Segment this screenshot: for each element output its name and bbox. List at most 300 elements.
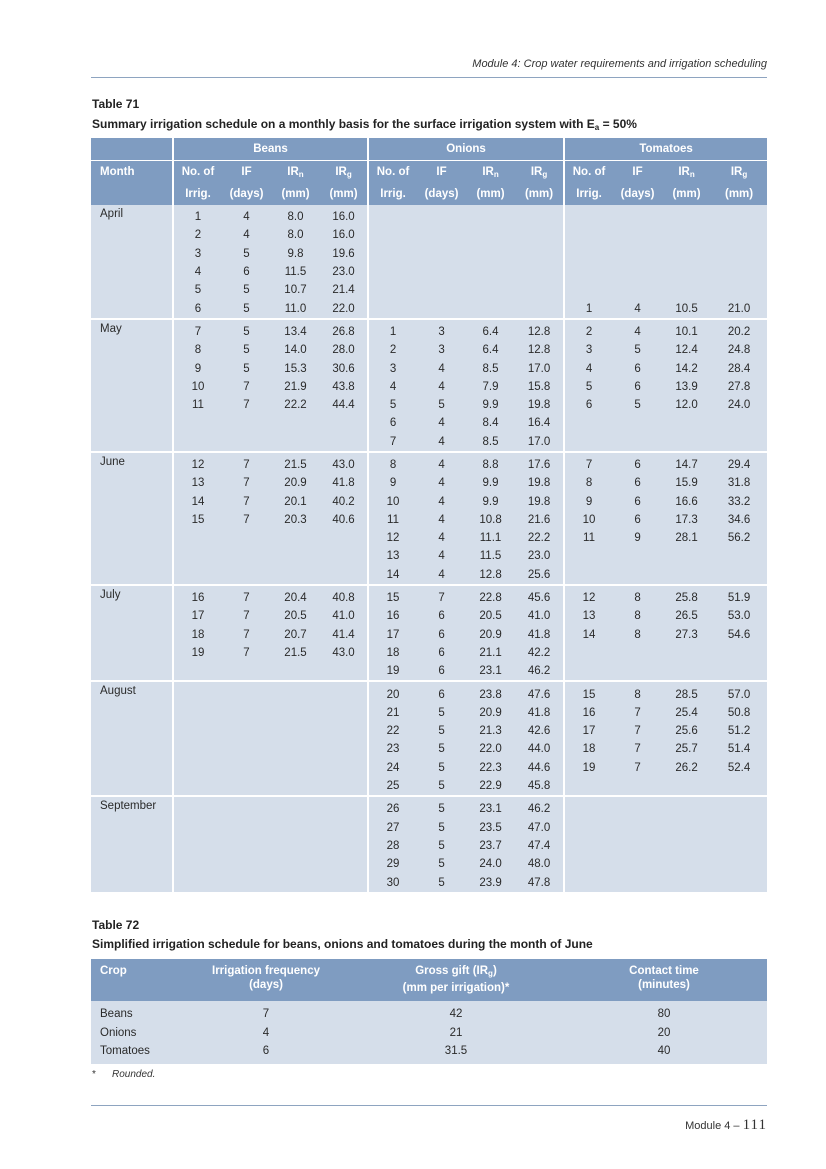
table-cell: 47.6 — [515, 681, 564, 703]
table-cell: 4 — [181, 1024, 351, 1043]
table71 — [91, 138, 767, 892]
table-cell: 22.8 — [466, 585, 515, 607]
table-cell: 8.0 — [271, 205, 320, 226]
table-cell: 6 — [181, 1042, 351, 1064]
table-cell: 7 — [222, 585, 271, 607]
table-cell — [711, 263, 767, 281]
table-cell — [613, 796, 662, 818]
table-cell — [271, 740, 320, 758]
table-cell: 20.5 — [466, 607, 515, 625]
table-cell: 19 — [564, 759, 613, 777]
footer-module-label: Module 4 – — [685, 1120, 740, 1132]
table-cell: 46.2 — [515, 796, 564, 818]
table-cell: 8 — [613, 585, 662, 607]
table-cell: 80 — [561, 1001, 767, 1024]
table-cell — [271, 722, 320, 740]
table-cell: 7 — [613, 704, 662, 722]
table-cell — [173, 414, 222, 432]
table-cell: 25.4 — [662, 704, 711, 722]
table-cell: 41.4 — [320, 626, 368, 644]
table-cell: 28.5 — [662, 681, 711, 703]
table-cell: 6.4 — [466, 341, 515, 359]
table71-caption: Summary irrigation schedule on a monthly basis for the surface irrigation system with $E_a = 50\%$ — [92, 117, 637, 132]
table-cell: 3 — [417, 319, 466, 341]
month-label: April — [91, 205, 173, 319]
table-cell — [564, 433, 613, 452]
table-cell: 5 — [222, 359, 271, 377]
table-cell: 14 — [173, 492, 222, 510]
table-cell: 8.0 — [271, 226, 320, 244]
table-cell — [320, 433, 368, 452]
table-cell: 19 — [368, 662, 417, 681]
table-row — [91, 281, 767, 299]
table-cell — [173, 873, 222, 891]
table-cell — [271, 662, 320, 681]
table-cell: 41.0 — [515, 607, 564, 625]
table-cell: 4 — [613, 319, 662, 341]
table-cell: 28.1 — [662, 529, 711, 547]
table-cell: 26.8 — [320, 319, 368, 341]
table-cell: 21.0 — [711, 299, 767, 318]
table-cell — [173, 759, 222, 777]
table-cell — [320, 704, 368, 722]
table-cell: 13 — [173, 474, 222, 492]
table-cell: 8 — [613, 626, 662, 644]
table-cell: 43.8 — [320, 378, 368, 396]
table-cell — [613, 281, 662, 299]
frequency-header: Irrigation frequency (days) — [181, 959, 351, 1001]
subheader-if_top: IF — [613, 161, 662, 184]
table-cell: 21.3 — [466, 722, 515, 740]
table-row — [91, 837, 767, 855]
table-cell: 8.8 — [466, 452, 515, 474]
table-cell: 25.8 — [662, 585, 711, 607]
table-cell: 20.5 — [271, 607, 320, 625]
table-cell: 4 — [222, 205, 271, 226]
table-cell: 34.6 — [711, 511, 767, 529]
table-cell — [662, 414, 711, 432]
month-header-cell — [91, 138, 173, 161]
table-cell: 6 — [417, 681, 466, 703]
table-cell: 31.5 — [351, 1042, 561, 1064]
table-cell — [662, 855, 711, 873]
gross-gift-header: Gross gift $(IR_g)$ (mm per irrigation)* — [351, 959, 561, 1001]
table-cell: 21.6 — [515, 511, 564, 529]
table-cell — [173, 819, 222, 837]
table-cell — [320, 837, 368, 855]
table-cell: 6 — [417, 644, 466, 662]
table-cell: 3 — [417, 341, 466, 359]
table-cell: 6 — [613, 511, 662, 529]
crop-header-tomatoes: Tomatoes — [564, 138, 767, 161]
table-cell: 33.2 — [711, 492, 767, 510]
table71-body — [91, 205, 767, 892]
table-cell: 5 — [222, 245, 271, 263]
table-cell: 6 — [173, 299, 222, 318]
table-cell: 17 — [173, 607, 222, 625]
table-cell: 29.4 — [711, 452, 767, 474]
table-cell: 9.9 — [466, 396, 515, 414]
table-cell — [613, 566, 662, 585]
table-cell: 43.0 — [320, 644, 368, 662]
table-row — [91, 759, 767, 777]
table-cell: 10 — [564, 511, 613, 529]
table-cell: 12 — [173, 452, 222, 474]
table-cell — [173, 722, 222, 740]
table-cell: 18 — [368, 644, 417, 662]
table-cell: 56.2 — [711, 529, 767, 547]
table-row — [91, 644, 767, 662]
table71-head — [91, 138, 767, 205]
table-cell — [711, 777, 767, 796]
table-cell — [320, 662, 368, 681]
table-cell — [222, 819, 271, 837]
table-cell: 22.9 — [466, 777, 515, 796]
table-row — [91, 414, 767, 432]
table-cell: 20 — [561, 1024, 767, 1043]
table-cell — [613, 263, 662, 281]
table-cell — [368, 299, 417, 318]
table-cell: 10 — [173, 378, 222, 396]
table-cell — [466, 281, 515, 299]
table-cell — [466, 263, 515, 281]
table-cell: 16.0 — [320, 205, 368, 226]
table-cell — [613, 873, 662, 891]
table-cell — [711, 433, 767, 452]
table-cell: 21.1 — [466, 644, 515, 662]
table-cell — [662, 205, 711, 226]
table-cell — [271, 796, 320, 818]
table-row — [91, 359, 767, 377]
contact-time-header: Contact time (minutes) — [561, 959, 767, 1001]
table-cell — [564, 263, 613, 281]
table-cell — [711, 566, 767, 585]
table-cell — [173, 662, 222, 681]
table-cell — [417, 281, 466, 299]
table-cell — [662, 777, 711, 796]
table-cell: 11.5 — [271, 263, 320, 281]
table-row — [91, 740, 767, 758]
table72-body — [91, 1001, 767, 1064]
table-cell: 21 — [368, 704, 417, 722]
table-cell: 6 — [564, 396, 613, 414]
table-cell: 10 — [368, 492, 417, 510]
table-cell — [613, 837, 662, 855]
table-cell: 4 — [417, 566, 466, 585]
table-cell: 4 — [417, 511, 466, 529]
table-cell: 42.6 — [515, 722, 564, 740]
table-cell — [173, 681, 222, 703]
table-cell — [271, 837, 320, 855]
table-cell: 14.7 — [662, 452, 711, 474]
table-cell: 15 — [173, 511, 222, 529]
subheader-irg_bottom: (mm) — [711, 183, 767, 205]
table-cell: 5 — [417, 759, 466, 777]
table-cell: 5 — [417, 740, 466, 758]
table-cell: 26.2 — [662, 759, 711, 777]
table-cell: 25.6 — [515, 566, 564, 585]
table-cell — [564, 837, 613, 855]
table-cell: 11 — [173, 396, 222, 414]
table-cell: 6 — [417, 626, 466, 644]
table-cell: 23.9 — [466, 873, 515, 891]
table-cell: 16 — [173, 585, 222, 607]
table-cell: 23.8 — [466, 681, 515, 703]
table-cell: 21.4 — [320, 281, 368, 299]
crop-header-beans: Beans — [173, 138, 368, 161]
table-cell — [222, 855, 271, 873]
table-cell: 44.4 — [320, 396, 368, 414]
table-cell — [271, 547, 320, 565]
table-cell: 7 — [181, 1001, 351, 1024]
subheader-no_bottom: Irrig. — [173, 183, 222, 205]
table-cell: 4 — [222, 226, 271, 244]
table-row — [91, 1001, 767, 1024]
table-cell: 54.6 — [711, 626, 767, 644]
table-cell: 19 — [173, 644, 222, 662]
table-cell — [417, 299, 466, 318]
table-cell: 8 — [613, 681, 662, 703]
table-cell: 47.4 — [515, 837, 564, 855]
table-cell — [515, 299, 564, 318]
table-cell — [222, 681, 271, 703]
table-cell — [271, 566, 320, 585]
table-cell — [613, 205, 662, 226]
month-label: June — [91, 452, 173, 585]
subheader-irg_top: $IR_g$ — [711, 161, 767, 184]
table-cell: 9 — [564, 492, 613, 510]
table-cell: 3 — [564, 341, 613, 359]
table-cell: 13 — [368, 547, 417, 565]
table-cell — [320, 855, 368, 873]
table-cell: 25 — [368, 777, 417, 796]
table-cell — [173, 796, 222, 818]
table-cell: 41.8 — [515, 626, 564, 644]
table-cell: 25.7 — [662, 740, 711, 758]
crop-header: Crop — [91, 959, 181, 1001]
subheader-if_bottom: (days) — [417, 183, 466, 205]
table-cell — [711, 819, 767, 837]
table-cell: 13.4 — [271, 319, 320, 341]
table-cell: 4 — [417, 433, 466, 452]
table-cell: 7 — [222, 474, 271, 492]
table-cell: 40.8 — [320, 585, 368, 607]
table-cell — [271, 529, 320, 547]
table-cell — [564, 644, 613, 662]
table-row — [91, 796, 767, 818]
table-cell: 27.8 — [711, 378, 767, 396]
table-row — [91, 607, 767, 625]
table-row — [91, 319, 767, 341]
table-cell: 4 — [417, 492, 466, 510]
table-cell: 3 — [368, 359, 417, 377]
table-cell — [320, 681, 368, 703]
table-cell: 4 — [564, 359, 613, 377]
table-cell — [564, 547, 613, 565]
table-cell — [515, 281, 564, 299]
table-cell: 19.8 — [515, 492, 564, 510]
table-row — [91, 511, 767, 529]
table-row — [91, 722, 767, 740]
table-row — [91, 378, 767, 396]
table-row — [91, 681, 767, 703]
subheader-irn_bottom: (mm) — [466, 183, 515, 205]
table-cell — [564, 226, 613, 244]
table-cell: 7 — [222, 644, 271, 662]
table-cell: 4 — [613, 299, 662, 318]
table-cell — [711, 281, 767, 299]
table-cell — [662, 226, 711, 244]
table-cell — [613, 855, 662, 873]
table-cell — [222, 837, 271, 855]
table-cell: 12.0 — [662, 396, 711, 414]
table71-label: Table 71 — [92, 97, 140, 111]
table-cell — [222, 873, 271, 891]
table-cell: 51.4 — [711, 740, 767, 758]
table-cell: 16 — [368, 607, 417, 625]
table-cell — [711, 245, 767, 263]
table-cell — [711, 873, 767, 891]
table-row — [91, 1024, 767, 1043]
table-cell: 22.3 — [466, 759, 515, 777]
table-cell: 22.0 — [320, 299, 368, 318]
table-cell — [271, 414, 320, 432]
table-cell: 7.9 — [466, 378, 515, 396]
table-cell: 22.2 — [271, 396, 320, 414]
table-cell: 23.0 — [320, 263, 368, 281]
table-cell: 9.9 — [466, 492, 515, 510]
table-cell: 47.8 — [515, 873, 564, 891]
table-cell: 42.2 — [515, 644, 564, 662]
table-cell: 1 — [564, 299, 613, 318]
table-cell — [662, 837, 711, 855]
table-cell — [515, 245, 564, 263]
table-cell — [271, 681, 320, 703]
table-cell: 6 — [613, 378, 662, 396]
table-cell: 1 — [173, 205, 222, 226]
table-cell — [271, 704, 320, 722]
table-cell: 5 — [222, 341, 271, 359]
table-row — [91, 341, 767, 359]
table-cell — [222, 704, 271, 722]
table-cell — [320, 777, 368, 796]
table-row — [91, 396, 767, 414]
table-cell — [417, 245, 466, 263]
subheader-irg_bottom: (mm) — [320, 183, 368, 205]
table-row — [91, 547, 767, 565]
table-cell: 14 — [564, 626, 613, 644]
table-cell: 14.2 — [662, 359, 711, 377]
table-cell — [564, 819, 613, 837]
table-cell: 24.0 — [466, 855, 515, 873]
table-cell: 2 — [564, 319, 613, 341]
table-cell — [613, 245, 662, 263]
subheader-irn_top: $IR_n$ — [662, 161, 711, 184]
table-cell: 20.9 — [466, 626, 515, 644]
table-cell: 45.6 — [515, 585, 564, 607]
table-cell: 11 — [564, 529, 613, 547]
table-cell: 7 — [564, 452, 613, 474]
table-cell: 20.9 — [466, 704, 515, 722]
table-cell: 5 — [417, 855, 466, 873]
table-cell: 6 — [613, 474, 662, 492]
table-row — [91, 299, 767, 318]
table-cell — [173, 837, 222, 855]
table-row — [91, 245, 767, 263]
table-cell — [320, 796, 368, 818]
table-cell: 6 — [368, 414, 417, 432]
table-cell: 5 — [417, 819, 466, 837]
month-header: Month — [91, 161, 173, 184]
table-cell: 7 — [222, 626, 271, 644]
table72 — [91, 959, 767, 1064]
table-cell: 25.6 — [662, 722, 711, 740]
table-cell: 27.3 — [662, 626, 711, 644]
table-cell: 41.8 — [320, 474, 368, 492]
table-row — [91, 873, 767, 891]
table-cell — [564, 245, 613, 263]
table-cell — [564, 796, 613, 818]
table-cell — [564, 777, 613, 796]
table-cell: 23 — [368, 740, 417, 758]
table-cell — [173, 566, 222, 585]
table-cell: 52.4 — [711, 759, 767, 777]
table-cell: 4 — [417, 414, 466, 432]
table-cell: 10.8 — [466, 511, 515, 529]
table-cell: 8 — [564, 474, 613, 492]
table-cell — [173, 547, 222, 565]
table-cell: 9.9 — [466, 474, 515, 492]
table-cell: 41.0 — [320, 607, 368, 625]
table-row — [91, 566, 767, 585]
table-cell — [564, 205, 613, 226]
table-cell: 17.3 — [662, 511, 711, 529]
table-cell: 5 — [417, 873, 466, 891]
table-cell — [711, 644, 767, 662]
table-cell: 16.4 — [515, 414, 564, 432]
table-cell: 22 — [368, 722, 417, 740]
table-cell — [320, 759, 368, 777]
table-cell: 20.4 — [271, 585, 320, 607]
table-cell: 24.0 — [711, 396, 767, 414]
table-cell — [173, 777, 222, 796]
table-cell: 4 — [417, 529, 466, 547]
subheader-irn_bottom: (mm) — [271, 183, 320, 205]
table-cell: 23.7 — [466, 837, 515, 855]
table-cell: 24.8 — [711, 341, 767, 359]
table-cell — [222, 433, 271, 452]
table-cell: 23.0 — [515, 547, 564, 565]
table-cell: 20.1 — [271, 492, 320, 510]
table-cell: 12.4 — [662, 341, 711, 359]
table-cell — [466, 205, 515, 226]
table-cell — [564, 855, 613, 873]
table-cell — [417, 226, 466, 244]
table-cell — [515, 263, 564, 281]
table-cell: 6 — [222, 263, 271, 281]
table-cell: 5 — [613, 341, 662, 359]
table-cell — [564, 873, 613, 891]
table-cell: 20.3 — [271, 511, 320, 529]
table-cell: 20.2 — [711, 319, 767, 341]
table-cell — [173, 740, 222, 758]
table-cell: 9 — [173, 359, 222, 377]
table-cell — [368, 263, 417, 281]
table-row — [91, 704, 767, 722]
table-row — [91, 474, 767, 492]
table-cell — [222, 529, 271, 547]
table-cell: 17 — [564, 722, 613, 740]
